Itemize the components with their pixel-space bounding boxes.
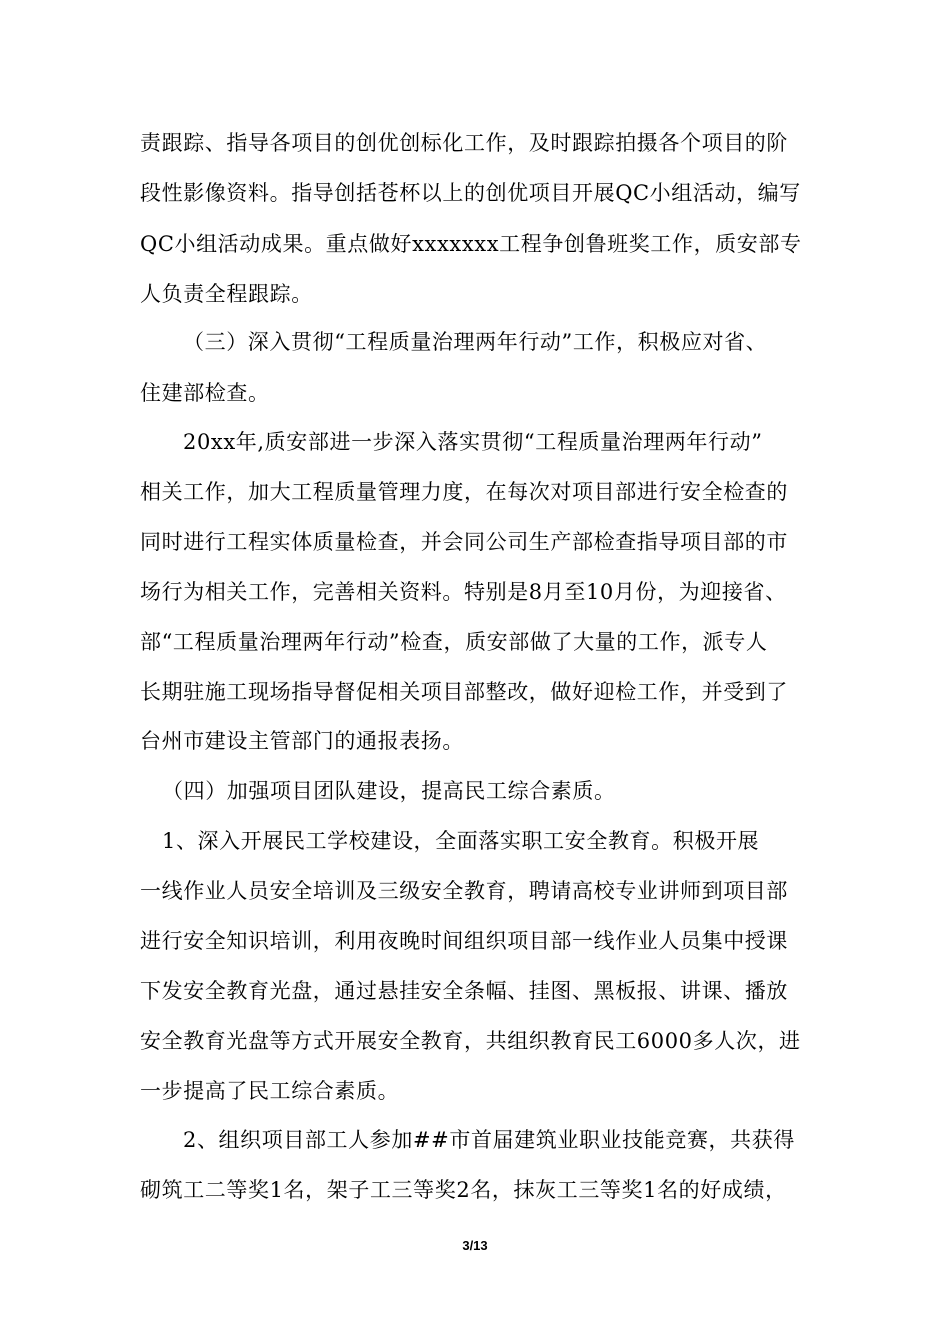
body-text-line: 长期驻施工现场指导督促相关项目部整改，做好迎检工作，并受到了 xyxy=(140,680,788,704)
body-text-line: 部“工程质量治理两年行动”检查，质安部做了大量的工作，派专人 xyxy=(140,630,768,654)
section-heading-4: （四）加强项目团队建设，提高民工综合素质。 xyxy=(162,779,616,803)
body-text-line: 场行为相关工作，完善相关资料。特别是8月至10月份，为迎接省、 xyxy=(140,580,787,604)
body-text-line: 人负责全程跟踪。 xyxy=(140,282,313,306)
body-text-line: 责跟踪、指导各项目的创优创标化工作，及时跟踪拍摄各个项目的阶 xyxy=(140,131,788,155)
body-text-line: 进行安全知识培训，利用夜晚时间组织项目部一线作业人员集中授课 xyxy=(140,929,788,953)
body-text-line: 同时进行工程实体质量检查，并会同公司生产部检查指导项目部的市 xyxy=(140,530,788,554)
page-number: 3/13 xyxy=(462,1238,488,1253)
body-text-line: 相关工作，加大工程质量管理力度，在每次对项目部进行安全检查的 xyxy=(140,480,788,504)
body-text-line: 20xx年,质安部进一步深入落实贯彻“工程质量治理两年行动” xyxy=(183,430,763,454)
section-heading-3: （三）深入贯彻“工程质量治理两年行动”工作，积极应对省、 xyxy=(183,330,768,354)
body-text-line: 安全教育光盘等方式开展安全教育，共组织教育民工6000多人次，进 xyxy=(140,1029,801,1053)
body-text-line: 2、组织项目部工人参加##市首届建筑业职业技能竞赛，共获得 xyxy=(183,1128,795,1152)
body-text-line: 下发安全教育光盘，通过悬挂安全条幅、挂图、黑板报、讲课、播放 xyxy=(140,979,788,1003)
body-text-line: 1、深入开展民工学校建设，全面落实职工安全教育。积极开展 xyxy=(162,829,760,853)
body-text-line: 台州市建设主管部门的通报表扬。 xyxy=(140,729,464,753)
body-text-line: 一线作业人员安全培训及三级安全教育，聘请高校专业讲师到项目部 xyxy=(140,879,788,903)
section-heading-3-continued: 住建部检查。 xyxy=(140,381,270,405)
body-text-line: QC小组活动成果。重点做好xxxxxxx工程争创鲁班奖工作，质安部专 xyxy=(140,232,802,256)
body-text-line: 段性影像资料。指导创括苍杯以上的创优项目开展QC小组活动，编写 xyxy=(140,181,801,205)
body-text-line: 一步提高了民工综合素质。 xyxy=(140,1079,400,1103)
body-text-line: 砌筑工二等奖1名，架子工三等奖2名，抹灰工三等奖1名的好成绩， xyxy=(140,1178,787,1202)
